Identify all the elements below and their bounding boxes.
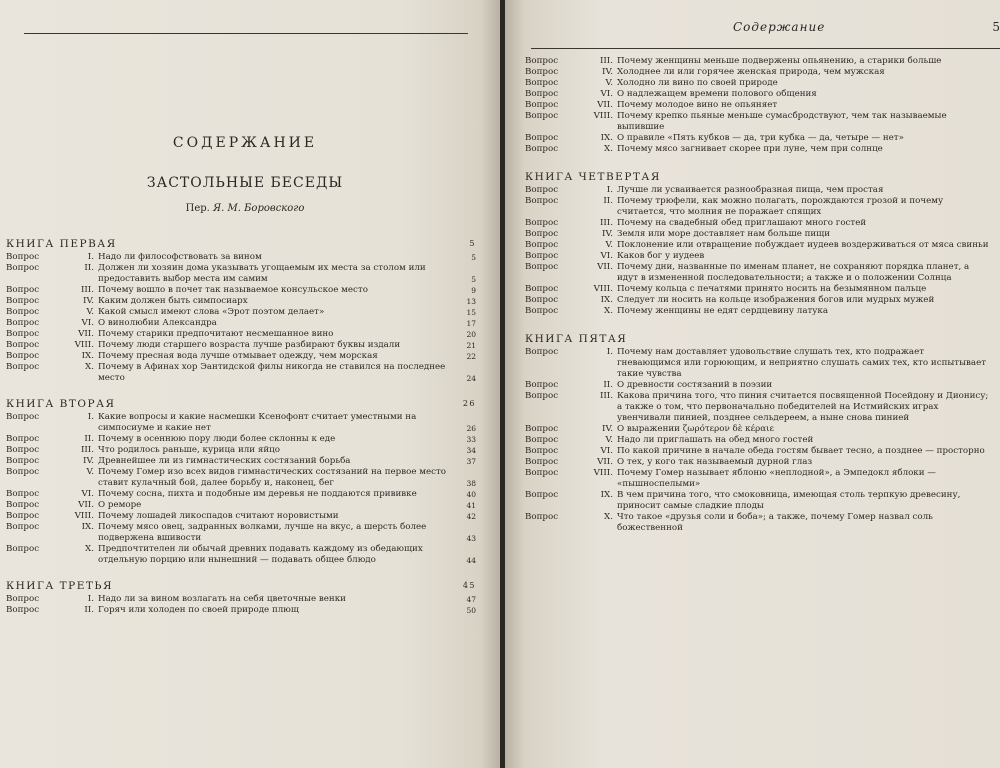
page-ref: 38 [466,479,476,488]
toc-entry [525,218,995,229]
question-title: Каким должен быть симпосиарх [98,296,248,306]
question-label: Вопрос [525,490,559,500]
question-label: Вопрос [6,594,40,604]
book-title: КНИГА ВТОРАЯ [6,398,116,410]
question-number: III. [599,218,613,228]
toc-entry [6,500,476,511]
book-heading [6,396,476,412]
toc-entry [6,511,476,522]
question-title: Почему пресная вода лучше отмывает одежду, чем морская [98,351,378,361]
question-label: Вопрос [525,67,559,77]
toc-entry [525,424,995,435]
toc-entry [6,594,476,605]
question-label: Вопрос [525,347,559,357]
toc-entry [6,252,476,263]
question-number: I. [606,347,613,357]
toc-entry [525,435,995,446]
question-label: Вопрос [6,351,40,361]
question-title: Каков бог у иудеев [617,251,705,261]
question-title: Что такое «друзья соли и боба»; а также, почему Гомер назвал соль божественной [617,512,933,533]
question-number: VII. [78,500,94,510]
question-number: VIII. [593,468,613,478]
question-title: Почему в осеннюю пору люди более склонны к еде [98,434,336,444]
question-number: II. [84,605,94,615]
question-number: IV. [83,456,94,466]
question-title: Поклонение или отвращение побуждает иудеев воздерживаться от мяса свиньи [617,240,989,250]
toc-entry [6,605,476,616]
question-label: Вопрос [6,340,40,350]
question-number: VII. [597,100,613,110]
question-label: Вопрос [6,605,40,615]
question-title: Холоднее ли или горячее женская природа, чем мужская [617,67,885,77]
question-title: Холодно ли вино по своей природе [617,78,778,88]
page-ref: 26 [466,424,476,433]
question-number: VII. [597,262,613,272]
question-title: Почему сосна, пихта и подобные им деревья не поддаются прививке [98,489,417,499]
question-label: Вопрос [525,251,559,261]
question-number: I. [87,252,94,262]
book-page-ref: 45 [462,581,476,590]
question-label: Вопрос [6,263,40,273]
question-number: V. [605,435,613,445]
question-number: IV. [83,296,94,306]
question-label: Вопрос [6,522,40,532]
question-title: О реморе [98,500,142,510]
question-label: Вопрос [525,78,559,88]
toc-entry [525,262,995,284]
question-title: Почему женщины не едят сердцевину латука [617,306,829,316]
question-label: Вопрос [525,284,559,294]
question-number: I. [87,412,94,422]
toc-entry [525,468,995,490]
running-head: Содержание [733,20,826,34]
question-title: О выражении ζωρότερον δὲ κέραιε [617,424,774,434]
book-heading [6,236,476,252]
toc-entry [525,196,995,218]
question-label: Вопрос [525,512,559,522]
translator-prefix: Пер. [185,203,210,214]
question-title: Почему нам доставляет удовольствие слушать тех, кто подражает гневающимся или горюющим, и неприятно слушать самих тех, кто испытывает такие чувства [617,347,987,379]
question-label: Вопрос [525,185,559,195]
question-title: Должен ли хозяин дома указывать угощаемым их места за столом или предоставить выбор места им самим [98,263,426,284]
page-ref: 34 [466,446,476,455]
toc-entry [525,56,995,67]
page-ref: 24 [466,374,476,383]
toc-entry [6,329,476,340]
toc-entry [6,263,476,285]
toc-book-section [525,169,995,317]
question-number: II. [84,434,94,444]
question-number: II. [603,196,613,206]
question-number: VI. [600,251,613,261]
book-page-ref: 26 [462,399,476,408]
translator-credit [0,203,490,214]
toc-entry [6,351,476,362]
toc-entry [6,340,476,351]
question-label: Вопрос [525,56,559,66]
question-number: VI. [600,446,613,456]
toc-entry [525,512,995,534]
question-number: III. [80,445,94,455]
question-label: Вопрос [525,380,559,390]
question-title: Почему старики предпочитают несмешанное вино [98,329,334,339]
question-label: Вопрос [525,240,559,250]
toc-entry [525,284,995,295]
toc-title: СОДЕРЖАНИЕ [172,135,318,151]
page-ref: 9 [471,286,476,295]
question-number: III. [599,56,613,66]
question-label: Вопрос [525,196,559,206]
question-title: Почему трюфели, как можно полагать, порождаются грозой и почему считается, что молния не поражает спящих [617,196,944,217]
toc-entry [525,78,995,89]
question-title: Надо ли за вином возлагать на себя цветочные венки [98,594,346,604]
question-number: VI. [600,89,613,99]
question-title: Почему на свадебный обед приглашают много гостей [617,218,867,228]
question-label: Вопрос [525,144,559,154]
question-title: Почему лошадей ликоспадов считают норовистыми [98,511,339,521]
toc-entry [525,347,995,380]
toc-subtitle: ЗАСТОЛЬНЫЕ БЕСЕДЫ [146,175,344,191]
page-ref: 47 [466,595,476,604]
question-title: Почему Гомер называет яблоню «неплодной», а Эмпедокл яблоки — «пышноспелыми» [617,468,936,489]
book-heading [6,578,476,594]
question-number: IX. [81,522,94,532]
question-number: X. [604,306,613,316]
question-label: Вопрос [6,456,40,466]
question-title: В чем причина того, что смоковница, имеющая столь терпкую древесину, приносит самые сладкие плоды [617,490,961,511]
page-ref: 20 [466,330,476,339]
question-title: Какие вопросы и какие насмешки Ксенофонт считает уместными на симпосиуме и какие нет [98,412,417,433]
question-title: Почему крепко пьяные меньше сумасбродствуют, чем так называемые выпившие [617,111,947,132]
question-label: Вопрос [6,445,40,455]
question-label: Вопрос [525,262,559,272]
question-number: VII. [597,457,613,467]
question-title: Древнейшее ли из гимнастических состязаний борьба [98,456,351,466]
question-number: VIII. [74,511,94,521]
question-title: Надо ли приглашать на обед много гостей [617,435,814,445]
page-ref: 44 [466,556,476,565]
toc-entry [525,185,995,196]
question-title: О винолюбии Александра [98,318,217,328]
question-number: VIII. [593,111,613,121]
question-title: Почему Гомер изо всех видов гимнастических состязаний на первое место ставит кулачный бой, далее борьбу и, наконец, бег [98,467,447,488]
toc-entry [525,144,995,155]
toc-entry [525,89,995,100]
question-number: II. [603,380,613,390]
question-label: Вопрос [6,252,40,262]
header-rule-right [531,48,1000,49]
question-title: Какой смысл имеют слова «Эрот поэтом делает» [98,307,325,317]
question-title: Надо ли философствовать за вином [98,252,262,262]
question-title: Лучше ли усваивается разнообразная пища, чем простая [617,185,884,195]
page-ref: 21 [466,341,476,350]
question-number: X. [604,512,613,522]
page-ref: 50 [466,606,476,615]
question-number: IX. [600,133,613,143]
question-label: Вопрос [525,111,559,121]
question-number: V. [605,78,613,88]
toc-entry [525,251,995,262]
question-number: IX. [81,351,94,361]
question-number: II. [84,263,94,273]
book-heading [525,169,995,185]
question-title: Почему вошло в почет так называемое консульское место [98,285,368,295]
question-label: Вопрос [6,329,40,339]
question-title: Следует ли носить на кольце изображения богов или мудрых мужей [617,295,935,305]
book-title: КНИГА ПЕРВАЯ [6,238,117,250]
toc-entry [6,285,476,296]
question-number: V. [605,240,613,250]
question-label: Вопрос [6,285,40,295]
toc-entry [525,380,995,391]
question-title: О правиле «Пять кубков — да, три кубка — да, четыре — нет» [617,133,904,143]
question-label: Вопрос [6,489,40,499]
toc-entry [6,445,476,456]
toc-entry [6,544,476,566]
question-number: X. [604,144,613,154]
question-label: Вопрос [6,511,40,521]
right-page [505,0,1000,768]
question-number: III. [80,285,94,295]
page-ref: 5 [471,253,476,262]
question-label: Вопрос [525,446,559,456]
toc-entry [6,489,476,500]
page-ref: 43 [466,534,476,543]
toc-book-section [6,236,476,384]
question-number: I. [606,185,613,195]
left-toc-list [6,236,476,616]
toc-entry [6,467,476,489]
question-label: Вопрос [525,391,559,401]
question-label: Вопрос [6,318,40,328]
book-title: КНИГА ТРЕТЬЯ [6,580,113,592]
toc-entry [6,307,476,318]
question-label: Вопрос [6,467,40,477]
page-ref: 41 [466,501,476,510]
question-number: X. [85,362,94,372]
question-number: VIII. [74,340,94,350]
question-title: Почему люди старшего возраста лучше разбирают буквы издали [98,340,401,350]
question-label: Вопрос [6,544,40,554]
toc-entry [525,295,995,306]
page-ref: 22 [466,352,476,361]
question-label: Вопрос [6,500,40,510]
question-label: Вопрос [525,424,559,434]
question-title: Предпочтителен ли обычай древних подавать каждому из обедающих отдельную порцию или нынешний — подавать общее блюдо [98,544,423,565]
toc-entry [525,240,995,251]
toc-entry [525,490,995,512]
page-ref: 33 [466,435,476,444]
page-ref: 42 [466,512,476,521]
question-label: Вопрос [525,218,559,228]
book-page-ref: 5 [469,239,476,248]
book-heading [525,331,995,347]
question-label: Вопрос [525,89,559,99]
toc-entry [525,100,995,111]
toc-entry [525,133,995,144]
question-title: О надлежащем времени полового общения [617,89,817,99]
toc-book-section [6,396,476,566]
question-title: Что родилось раньше, курица или яйцо [98,445,280,455]
question-number: IV. [602,229,613,239]
toc-entry [6,456,476,467]
page-ref: 40 [466,490,476,499]
question-title: О тех, у кого так называемый дурной глаз [617,457,813,467]
question-label: Вопрос [6,412,40,422]
toc-entry [6,522,476,544]
toc-entry [525,111,995,133]
question-label: Вопрос [525,468,559,478]
question-label: Вопрос [525,295,559,305]
toc-entry [525,446,995,457]
question-number: IV. [602,424,613,434]
toc-entry [525,306,995,317]
page-ref: 5 [471,275,476,284]
toc-book-section [525,331,995,534]
question-title: Почему кольца с печатями принято носить на безымянном пальце [617,284,927,294]
toc-entry [6,362,476,384]
question-number: I. [87,594,94,604]
question-title: Почему женщины меньше подвержены опьянению, а старики больше [617,56,942,66]
question-number: IX. [600,490,613,500]
question-title: О древности состязаний в поэзии [617,380,773,390]
continued-section [525,56,995,155]
question-title: Почему мясо овец, задранных волками, лучше на вкус, а шерсть более подвержена вшивости [98,522,427,543]
question-label: Вопрос [6,434,40,444]
question-label: Вопрос [6,296,40,306]
question-label: Вопрос [6,362,40,372]
question-title: Почему молодое вино не опьяняет [617,100,778,110]
question-title: Какова причина того, что пиния считается посвященной Посейдону и Дионису; а также о том, что первоначально победителей на Истмийских играх увенчивали пинией, позднее сельдереем, а ныне снова пинией [617,391,989,423]
question-number: VI. [81,489,94,499]
question-label: Вопрос [525,133,559,143]
page-ref: 15 [466,308,476,317]
question-number: IX. [600,295,613,305]
toc-book-section [6,578,476,616]
question-title: Горяч или холоден по своей природе плющ [98,605,299,615]
question-title: По какой причине в начале обеда гостям бывает тесно, а позднее — просторно [617,446,985,456]
toc-entry [525,67,995,78]
book-title: КНИГА ЧЕТВЕРТАЯ [525,171,661,183]
toc-entry [6,296,476,307]
question-number: VIII. [593,284,613,294]
question-title: Почему дни, названные по именам планет, не сохраняют порядка планет, а идут в измененной последовательности; а также и о положении Солнца [617,262,970,283]
toc-entry [525,229,995,240]
question-label: Вопрос [6,307,40,317]
question-title: Почему в Афинах хор Эантидской филы никогда не ставился на последнее место [98,362,446,383]
question-number: V. [86,307,94,317]
question-label: Вопрос [525,229,559,239]
question-label: Вопрос [525,457,559,467]
toc-entry [6,318,476,329]
toc-entry [6,434,476,445]
question-number: VI. [81,318,94,328]
right-toc-list [525,56,995,534]
question-number: V. [86,467,94,477]
toc-entry [525,457,995,468]
question-number: IV. [602,67,613,77]
question-title: Земля или море доставляет нам больше пищи [617,229,831,239]
toc-entry [6,412,476,434]
question-label: Вопрос [525,435,559,445]
question-number: X. [85,544,94,554]
toc-entry [525,391,995,424]
page-ref: 13 [466,297,476,306]
page-ref: 17 [466,319,476,328]
page-number: 5 [992,20,1000,34]
question-number: VII. [78,329,94,339]
header-rule-left [24,33,468,34]
question-label: Вопрос [525,100,559,110]
question-number: III. [599,391,613,401]
page-ref: 37 [466,457,476,466]
translator-name: Я. М. Боровского [213,203,305,214]
question-title: Почему мясо загнивает скорее при луне, чем при солнце [617,144,883,154]
book-title: КНИГА ПЯТАЯ [525,333,628,345]
question-label: Вопрос [525,306,559,316]
